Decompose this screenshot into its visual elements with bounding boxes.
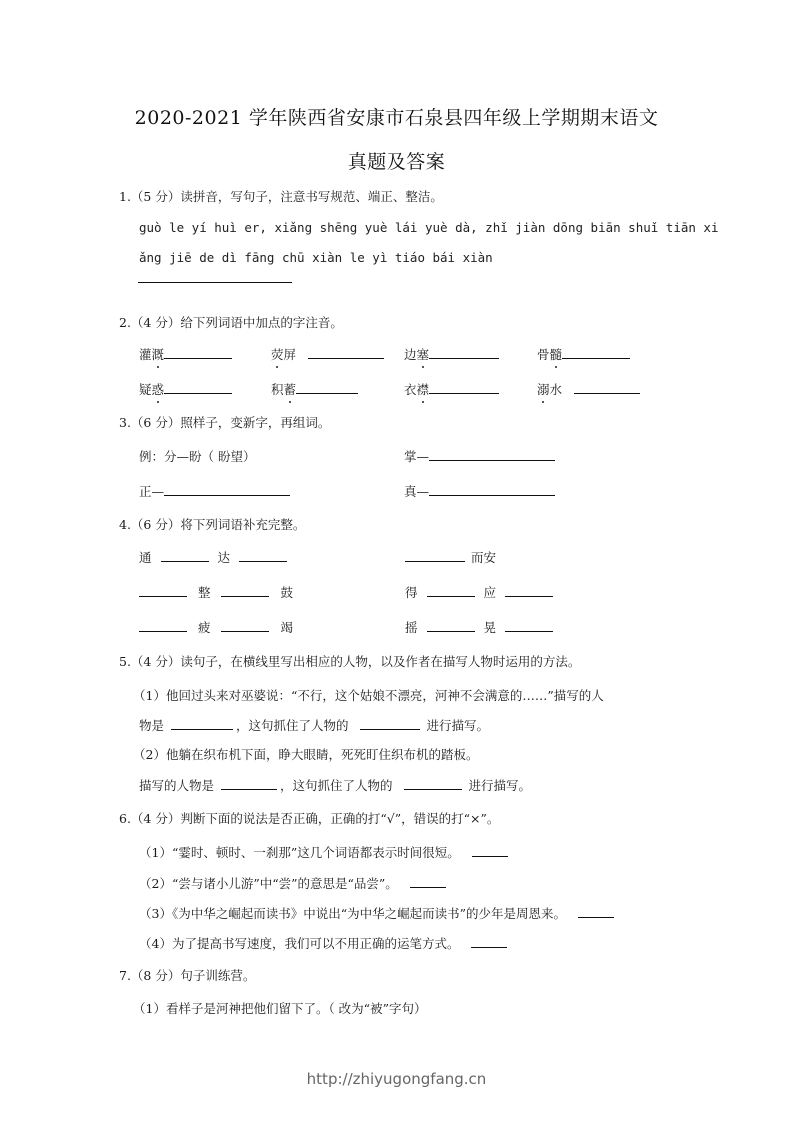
q4-char: 鼓 xyxy=(280,585,293,600)
q4-blank[interactable] xyxy=(239,548,287,562)
q4-blank[interactable] xyxy=(161,548,209,562)
q2-pinyin-blank[interactable] xyxy=(429,345,499,359)
q5-sentence-2-answer xyxy=(139,776,531,794)
q2-char: 溺 xyxy=(537,382,550,397)
q5-text: ，这句抓住了人物的 xyxy=(280,778,393,793)
q3-item-label: 真— xyxy=(404,484,430,499)
document-title-line-2: 真题及答案 xyxy=(347,151,446,173)
q4-item-tong-da xyxy=(139,548,287,566)
question-7-header: 7.（8 分）句子训练营。 xyxy=(119,968,256,983)
q2-char: 荧 xyxy=(271,347,284,362)
q1-pinyin-line-2: ǎng jiē de dì fāng chū xiàn le yì tiáo bái xiàn xyxy=(139,250,493,265)
q2-pinyin-blank[interactable] xyxy=(164,345,232,359)
q6-item-1 xyxy=(139,843,508,861)
q2-char: 边 xyxy=(404,347,417,362)
q4-char: 整 xyxy=(197,585,211,600)
q5-text: ，这句抓住了人物的 xyxy=(236,718,349,733)
q2-char: 疑 xyxy=(139,382,152,397)
q3-item-zhen xyxy=(404,482,555,500)
q5-method-blank[interactable] xyxy=(404,776,462,790)
q6-item-3 xyxy=(139,904,614,922)
q6-statement: （2）“尝与诸小儿游”中“尝”的意思是“品尝”。 xyxy=(139,876,398,891)
q4-char: 得 xyxy=(405,585,418,600)
q5-person-blank[interactable] xyxy=(171,716,233,730)
q2-char: 髓 xyxy=(549,347,563,362)
q2-char: 骨 xyxy=(537,347,550,362)
q4-char: 通 xyxy=(139,550,152,565)
q6-statement: （3）《为中华之崛起而读书》中说出“为中华之崛起而读书”的少年是周恩来。 xyxy=(139,906,566,921)
q4-blank[interactable] xyxy=(405,548,465,562)
q4-char: 竭 xyxy=(280,620,293,635)
q3-blank[interactable] xyxy=(164,482,290,496)
q7-sentence-1: （1）看样子是河神把他们留下了。（ 改为“被”字句） xyxy=(133,1001,427,1016)
q2-pinyin-blank[interactable] xyxy=(296,380,358,394)
q2-word-item xyxy=(271,380,358,398)
question-2-header: 2.（4 分）给下列词语中加点的字注音。 xyxy=(119,315,343,330)
q4-blank[interactable] xyxy=(505,618,553,632)
q4-blank[interactable] xyxy=(221,583,269,597)
q4-item-zheng-gu xyxy=(139,583,293,601)
q2-char: 屏 xyxy=(283,347,297,362)
q4-blank[interactable] xyxy=(139,583,187,597)
q4-blank[interactable] xyxy=(505,583,553,597)
q2-word-item xyxy=(139,345,232,363)
q3-blank[interactable] xyxy=(429,447,555,461)
q2-char: 蓄 xyxy=(283,382,297,397)
q6-answer-blank[interactable] xyxy=(472,843,508,857)
question-6-header: 6.（4 分）判断下面的说法是否正确，正确的打“√”，错误的打“×”。 xyxy=(119,811,500,826)
q4-char: 晃 xyxy=(483,620,496,635)
q2-word-item xyxy=(271,345,384,363)
q2-word-item xyxy=(404,345,499,363)
q2-char: 积 xyxy=(271,382,284,397)
q2-pinyin-blank[interactable] xyxy=(429,380,499,394)
q1-pinyin-line-1: guò le yí huì er, xiǎng shēng yuè lái yuè dà, zhǐ jiàn dōng biān shuǐ tiān xi xyxy=(139,220,719,235)
q2-char: 惑 xyxy=(151,382,165,397)
q4-item-yao-huang xyxy=(405,618,553,636)
q6-statement: （4）为了提高书写速度，我们可以不用正确的运笔方式。 xyxy=(139,936,460,951)
q4-blank[interactable] xyxy=(427,618,475,632)
q4-item-de-ying xyxy=(405,583,553,601)
q2-word-item xyxy=(537,345,630,363)
q2-word-item xyxy=(404,380,499,398)
q2-pinyin-blank[interactable] xyxy=(574,380,640,394)
q6-answer-blank[interactable] xyxy=(410,874,446,888)
q2-char: 塞 xyxy=(416,347,430,362)
q5-text: 物是 xyxy=(139,718,165,733)
question-3-header: 3.（6 分）照样子，变新字，再组词。 xyxy=(119,415,331,430)
q4-item-pi-jie xyxy=(139,618,293,636)
q3-blank[interactable] xyxy=(429,482,555,496)
q4-char: 疲 xyxy=(197,620,211,635)
q3-item-label: 掌— xyxy=(404,449,430,464)
q4-item-er-an xyxy=(405,548,496,566)
q4-blank[interactable] xyxy=(221,618,269,632)
q4-blank[interactable] xyxy=(139,618,187,632)
q5-text: 描写的人物是 xyxy=(139,778,215,793)
q2-char: 衣 xyxy=(404,382,417,397)
q4-char: 应 xyxy=(483,585,496,600)
question-4-header: 4.（6 分）将下列词语补充完整。 xyxy=(119,517,306,532)
q4-blank[interactable] xyxy=(427,583,475,597)
q2-pinyin-blank[interactable] xyxy=(308,345,384,359)
q2-pinyin-blank[interactable] xyxy=(562,345,630,359)
q1-answer-blank[interactable] xyxy=(138,282,292,283)
q6-statement: （1）“霎时、顿时、一刹那”这几个词语都表示时间很短。 xyxy=(139,845,460,860)
q5-sentence-1: （1）他回过头来对巫婆说：“不行，这个姑娘不漂亮，河神不会满意的……”描写的人 xyxy=(133,688,604,703)
q3-item-zhang xyxy=(404,447,555,465)
q5-text: 进行描写。 xyxy=(468,778,532,793)
q3-item-zheng xyxy=(139,482,290,500)
q6-answer-blank[interactable] xyxy=(471,934,507,948)
q2-char: 溉 xyxy=(151,347,165,362)
document-title-line-1: 2020-2021 学年陕西省安康市石泉县四年级上学期期末语文 xyxy=(134,107,659,129)
q4-char: 摇 xyxy=(405,620,418,635)
q2-char: 襟 xyxy=(416,382,430,397)
q6-item-4 xyxy=(139,934,507,952)
q2-pinyin-blank[interactable] xyxy=(164,380,232,394)
q5-text: 进行描写。 xyxy=(426,718,490,733)
q5-sentence-2: （2）他躺在织布机下面，睁大眼睛，死死盯住织布机的踏板。 xyxy=(133,747,479,762)
q2-char: 灌 xyxy=(139,347,152,362)
q4-char: 达 xyxy=(217,550,230,565)
q3-example: 例：分—盼（ 盼望） xyxy=(139,449,256,464)
q5-person-blank[interactable] xyxy=(221,776,277,790)
q5-method-blank[interactable] xyxy=(360,716,420,730)
q2-word-item xyxy=(139,380,232,398)
q6-answer-blank[interactable] xyxy=(578,904,614,918)
q2-word-item xyxy=(537,380,640,398)
q5-sentence-1-answer xyxy=(139,716,489,734)
question-1-header: 1.（5 分）读拼音，写句子，注意书写规范、端正、整洁。 xyxy=(119,189,443,204)
q4-char: 而安 xyxy=(471,550,497,565)
q6-item-2 xyxy=(139,874,446,892)
q2-char: 水 xyxy=(549,382,563,397)
footer-url[interactable]: http://zhiyugongfang.cn xyxy=(306,1070,487,1088)
q3-item-label: 正— xyxy=(139,484,165,499)
question-5-header: 5.（4 分）读句子，在横线里写出相应的人物，以及作者在描写人物时运用的方法。 xyxy=(119,654,581,669)
